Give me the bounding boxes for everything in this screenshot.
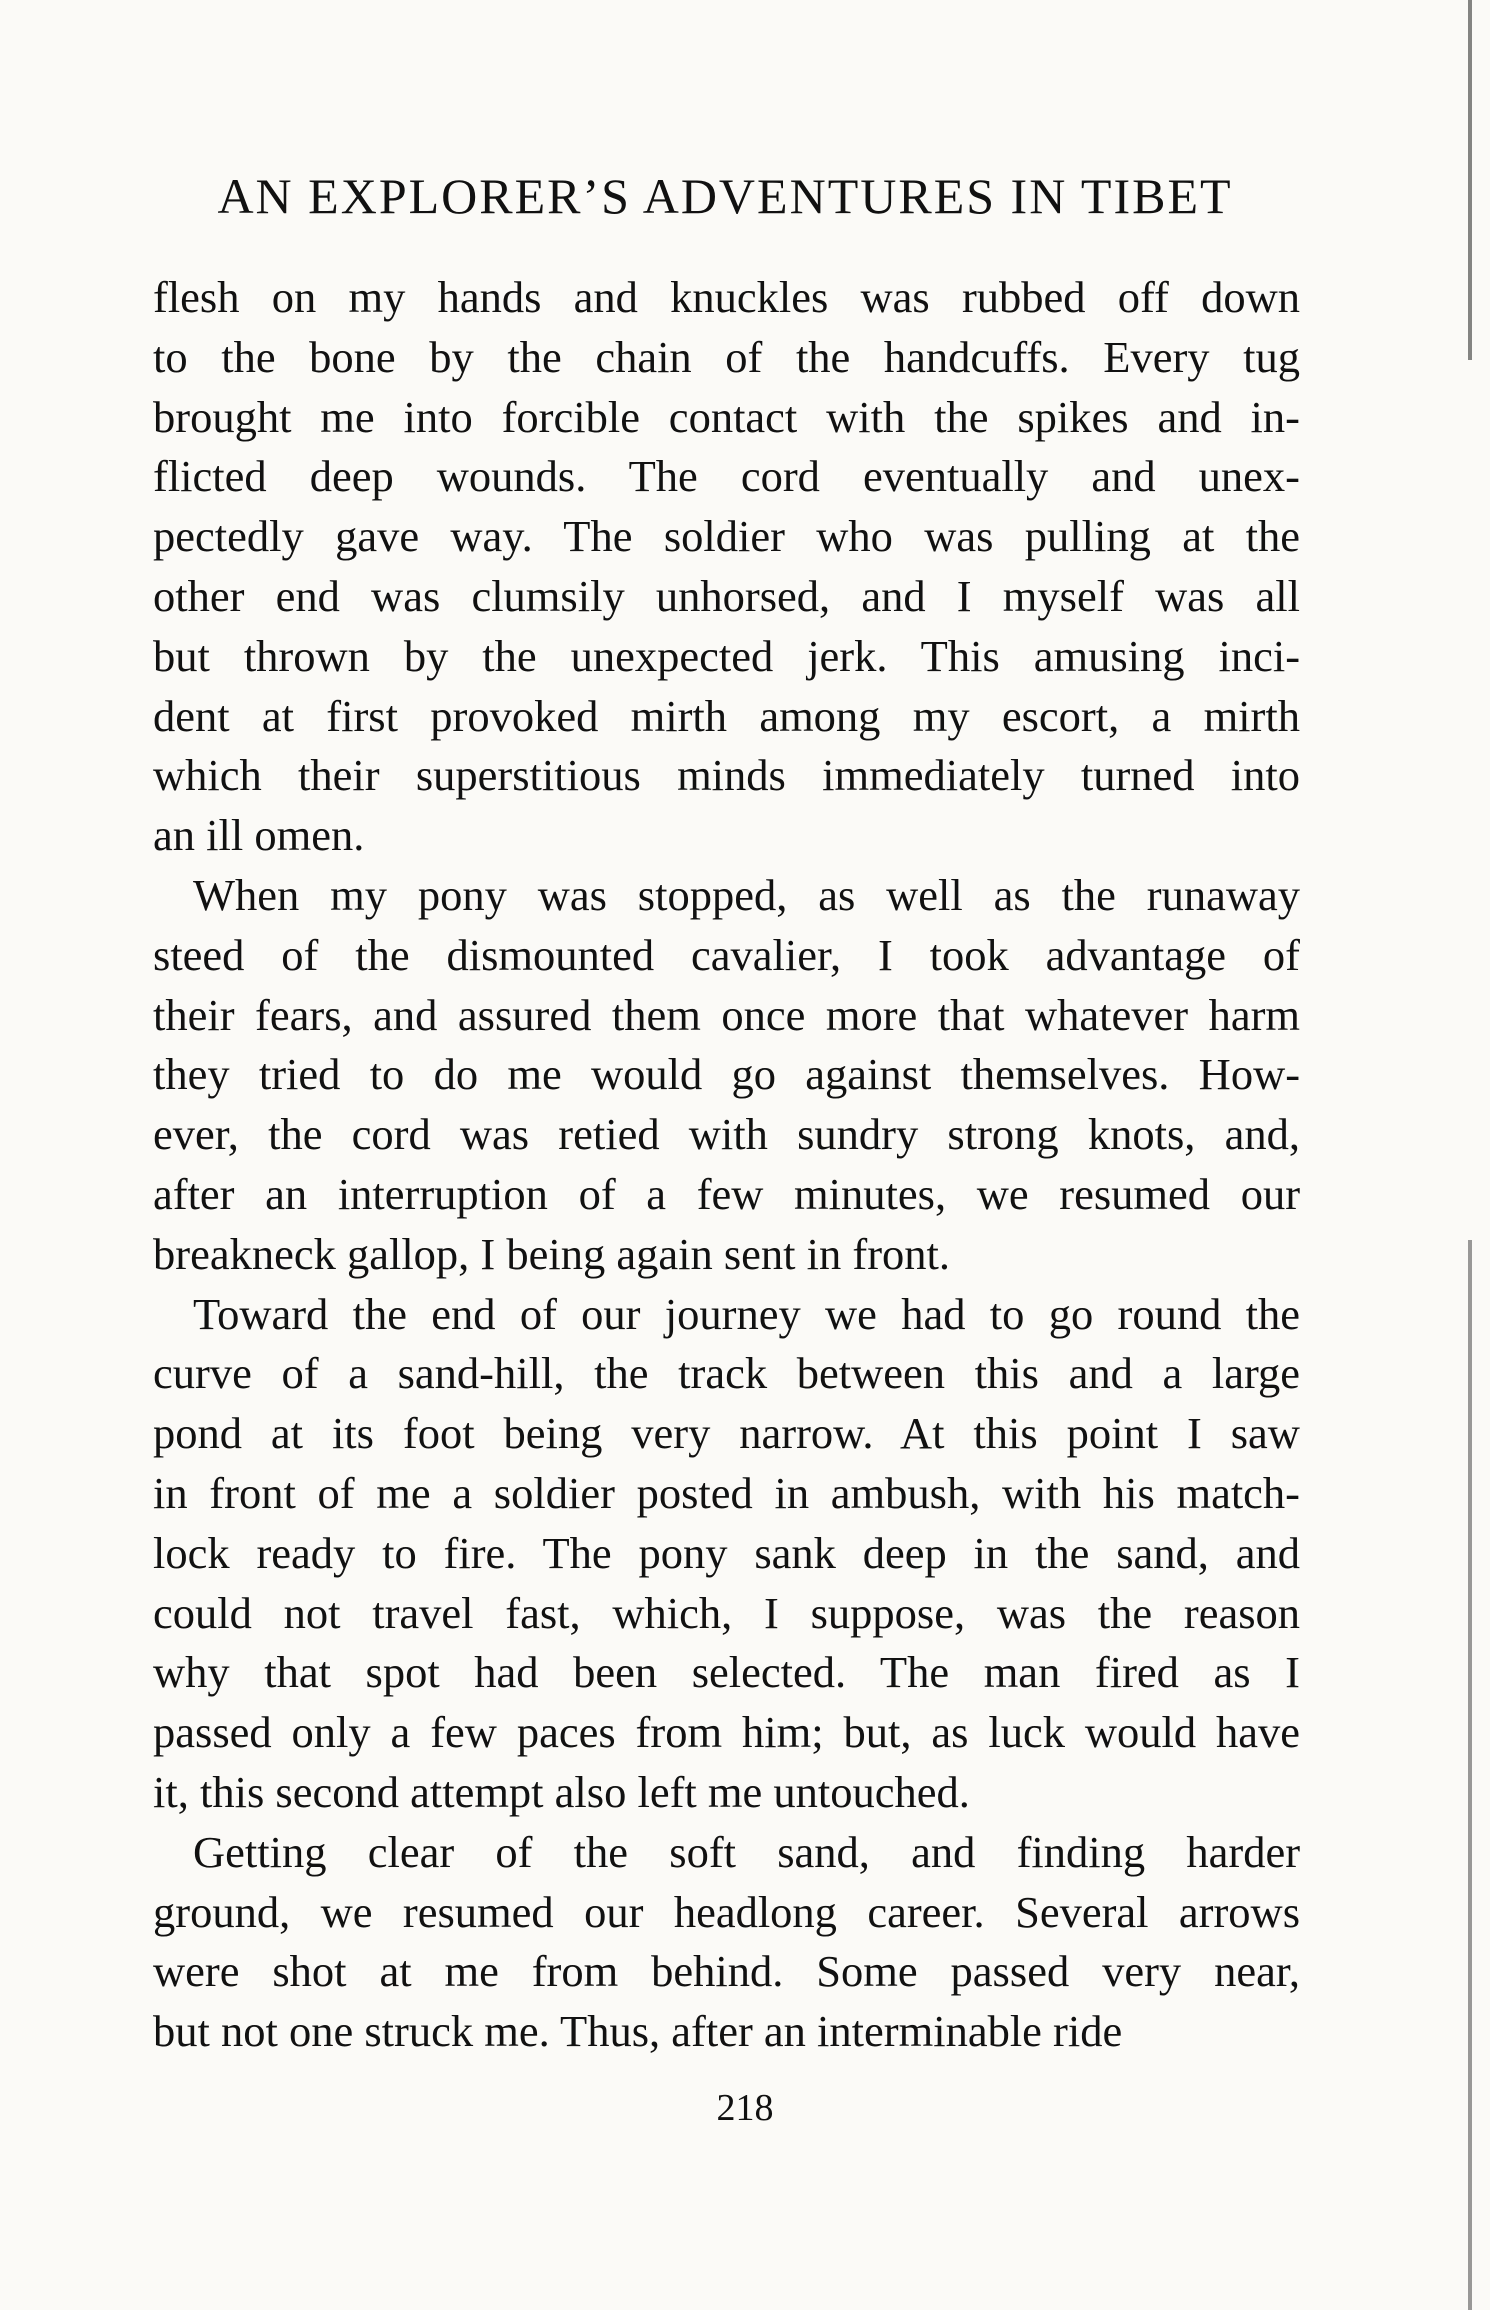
text-line: ground, we resumed our headlong career. Several arrows [153, 1886, 1301, 1937]
paragraph [153, 268, 1300, 866]
text-line: brought me into forcible contact with the spikes and in- [153, 391, 1300, 442]
text-line: Toward the end of our journey we had to go round the [193, 1288, 1301, 1339]
text-line: could not travel fast, which, I suppose, was the reason [153, 1587, 1301, 1638]
text-line: but thrown by the unexpected jerk. This amusing inci- [153, 630, 1301, 681]
text-line: in front of me a soldier posted in ambush, with his match- [153, 1467, 1301, 1518]
text-line: they tried to do me would go against themselves. How- [153, 1049, 1301, 1100]
text-line: flicted deep wounds. The cord eventually and unex- [153, 451, 1300, 502]
text-line: but not one struck me. Thus, after an interminable ride [153, 2006, 1123, 2057]
page-number: 218 [716, 2087, 774, 2129]
text-line: Getting clear of the soft sand, and finding harder [193, 1826, 1301, 1877]
text-line: were shot at me from behind. Some passed very near, [153, 1946, 1300, 1997]
text-line: which their superstitious minds immediately turned into [153, 750, 1301, 801]
text-line: why that spot had been selected. The man fired as I [153, 1647, 1300, 1698]
text-line: dent at first provoked mirth among my escort, a mirth [153, 690, 1300, 741]
text-line: after an interruption of a few minutes, we resumed our [153, 1168, 1301, 1219]
text-line: to the bone by the chain of the handcuffs. Every tug [153, 331, 1300, 382]
text-line: steed of the dismounted cavalier, I took advantage of [153, 929, 1300, 980]
running-head: AN EXPLORER’S ADVENTURES IN TIBET [217, 168, 1233, 224]
text-line: When my pony was stopped, as well as the runaway [193, 869, 1300, 920]
text-line: passed only a few paces from him; but, as luck would have [153, 1707, 1301, 1758]
text-line: ever, the cord was retied with sundry strong knots, and, [153, 1109, 1300, 1160]
text-line: an ill omen. [153, 810, 365, 861]
text-line: it, this second attempt also left me untouched. [153, 1766, 970, 1817]
text-line: flesh on my hands and knuckles was rubbed off down [153, 272, 1300, 322]
text-line: breakneck gallop, I being again sent in front. [153, 1228, 951, 1279]
paragraph [153, 866, 1300, 1285]
text-line: their fears, and assured them once more that whatever harm [153, 989, 1301, 1040]
text-line: lock ready to fire. The pony sank deep in the sand, and [153, 1527, 1300, 1578]
text-line: curve of a sand-hill, the track between this and a large [153, 1348, 1301, 1399]
paragraph [153, 1285, 1300, 1823]
text-line: pectedly gave way. The soldier who was pulling at the [153, 511, 1301, 562]
page-edge-shadow [1468, 1240, 1472, 2310]
page-edge-shadow [1468, 0, 1472, 360]
paragraph [153, 1823, 1300, 2062]
body-text [153, 268, 1300, 2062]
text-line: pond at its foot being very narrow. At this point I saw [153, 1408, 1300, 1459]
text-line: other end was clumsily unhorsed, and I myself was all [153, 570, 1300, 621]
